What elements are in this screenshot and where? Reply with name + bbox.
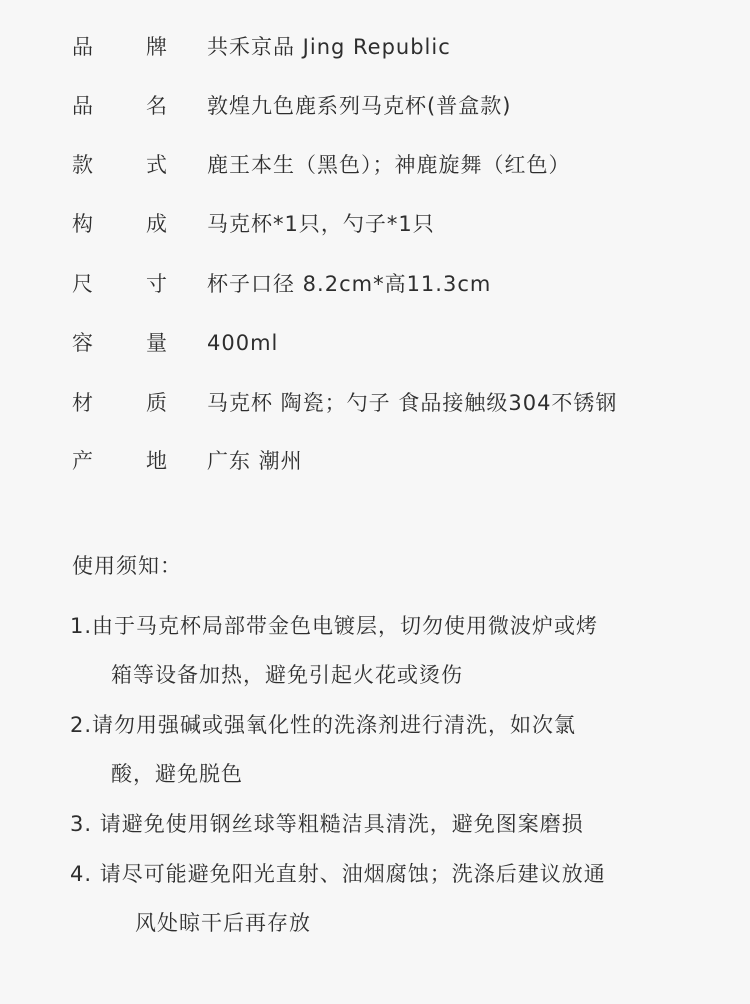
- notice-line: 1.由于马克杯局部带金色电镀层，切勿使用微波炉或烤: [70, 614, 599, 638]
- spec-label: 式: [146, 153, 167, 177]
- notice-line: 酸，避免脱色: [111, 762, 243, 786]
- spec-value: 马克杯 陶瓷；勺子 食品接触级304不锈钢: [207, 391, 618, 415]
- spec-row-origin: [0, 441, 750, 481]
- spec-row-name: [0, 86, 750, 126]
- spec-label: 尺: [72, 272, 93, 296]
- notice-line: 4. 请尽可能避免阳光直射、油烟腐蚀；洗涤后建议放通: [70, 862, 606, 886]
- spec-row-material: [0, 383, 750, 423]
- spec-label: 成: [146, 212, 167, 236]
- spec-label: 质: [146, 391, 167, 415]
- spec-label: 款: [72, 153, 93, 177]
- notice-title: 使用须知：: [72, 554, 182, 578]
- spec-label: 产: [72, 449, 93, 473]
- spec-label: 材: [72, 391, 93, 415]
- notice-line: 2.请勿用强碱或强氧化性的洗涤剂进行清洗，如次氯: [70, 713, 577, 737]
- spec-value: 杯子口径 8.2cm*高11.3cm: [207, 272, 492, 296]
- spec-row-style: [0, 145, 750, 185]
- spec-label: 品: [72, 94, 93, 118]
- notice-line: 3. 请避免使用钢丝球等粗糙洁具清洗，避免图案磨损: [70, 812, 584, 836]
- spec-row-capacity: [0, 323, 750, 363]
- spec-label: 牌: [146, 35, 167, 59]
- notice-line: 箱等设备加热，避免引起火花或烫伤: [111, 663, 463, 687]
- spec-label: 地: [146, 449, 167, 473]
- spec-label: 名: [146, 94, 167, 118]
- spec-value: 敦煌九色鹿系列马克杯(普盒款): [207, 94, 512, 118]
- spec-label: 量: [146, 331, 167, 355]
- spec-label: 容: [72, 331, 93, 355]
- spec-value: 400ml: [207, 331, 279, 355]
- spec-value: 共禾京品 Jing Republic: [207, 35, 451, 59]
- spec-value: 马克杯*1只，勺子*1只: [207, 212, 435, 236]
- spec-label: 品: [72, 35, 93, 59]
- notice-line: 风处晾干后再存放: [135, 911, 311, 935]
- spec-row-size: [0, 264, 750, 304]
- spec-row-contents: [0, 204, 750, 244]
- spec-value: 鹿王本生（黑色）；神鹿旋舞（红色）: [207, 153, 571, 177]
- spec-label: 寸: [146, 272, 167, 296]
- spec-label: 构: [72, 212, 93, 236]
- spec-row-brand: [0, 27, 750, 67]
- spec-value: 广东 潮州: [207, 449, 303, 473]
